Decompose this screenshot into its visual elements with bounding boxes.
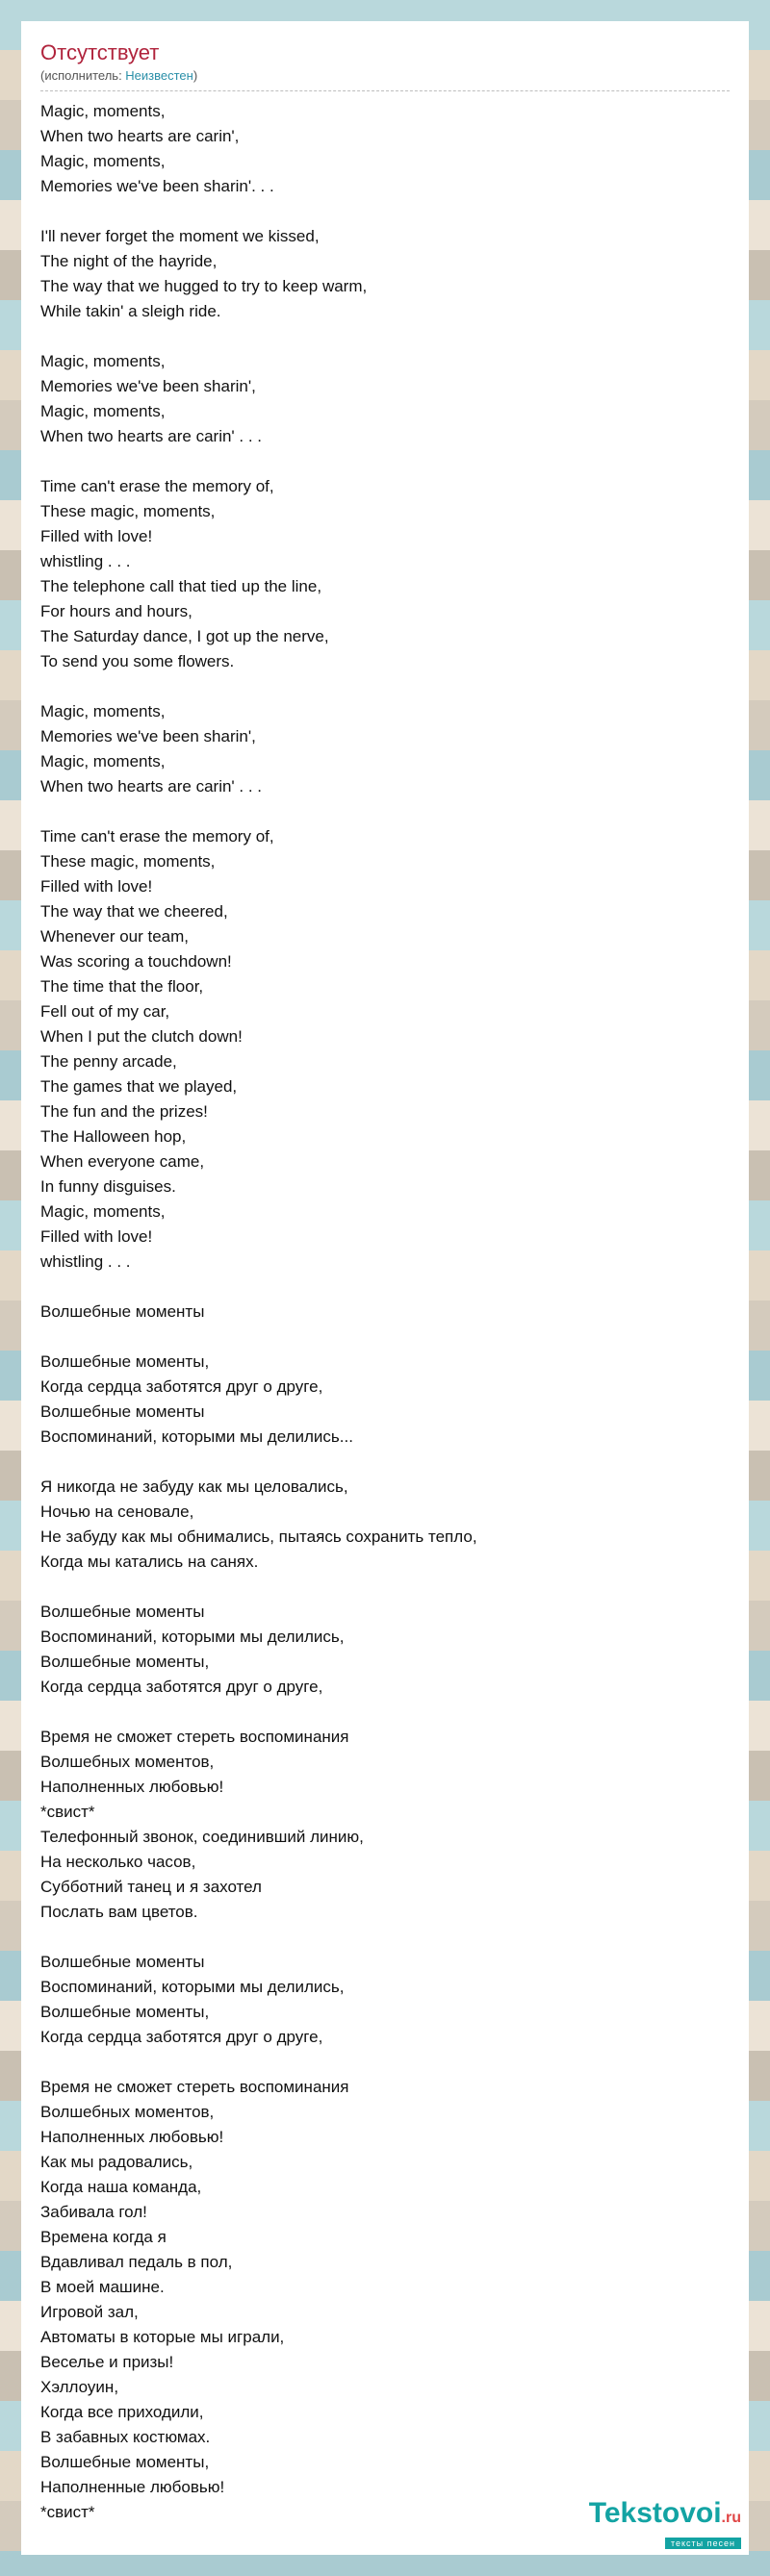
lyric-line: В моей машине. [40, 2278, 165, 2296]
lyric-line: Когда сердца заботятся друг о друге, [40, 1377, 323, 1396]
lyric-line: Filled with love! [40, 1227, 153, 1246]
lyric-line: Волшебные моменты [40, 1603, 205, 1621]
lyric-line [40, 1275, 730, 1300]
lyric-line: These magic, moments, [40, 852, 216, 871]
logo-tagline: тексты песен [665, 2538, 741, 2549]
lyric-line: Забивала гол! [40, 2203, 147, 2221]
lyric-line: Filled with love! [40, 527, 153, 545]
lyric-line: Воспоминаний, которыми мы делились, [40, 1628, 345, 1646]
lyric-line: Не забуду как мы обнимались, пытаясь сохранить тепло, [40, 1528, 477, 1546]
lyric-line [40, 449, 730, 474]
lyric-line: *свист* [40, 1803, 95, 1821]
lyric-line: Волшебные моменты, [40, 2003, 210, 2021]
lyric-line: When two hearts are carin' . . . [40, 427, 263, 445]
lyric-line: Was scoring a touchdown! [40, 952, 232, 971]
lyric-line: whistling . . . [40, 552, 131, 570]
lyric-line: Когда наша команда, [40, 2178, 202, 2196]
lyric-line: Когда мы катались на санях. [40, 1553, 259, 1571]
lyric-line: Хэллоуин, [40, 2378, 119, 2396]
lyric-line: These magic, moments, [40, 502, 216, 520]
lyrics-panel [21, 21, 749, 2555]
lyric-line: Magic, moments, [40, 402, 166, 420]
artist-line [40, 67, 730, 85]
lyric-line [40, 1575, 730, 1600]
lyric-line [40, 1325, 730, 1350]
lyric-line: While takin' a sleigh ride. [40, 302, 221, 320]
lyric-line: Время не сможет стереть воспоминания [40, 2078, 349, 2096]
lyric-line: whistling . . . [40, 1252, 131, 1271]
lyric-line: Игровой зал, [40, 2303, 139, 2321]
logo-tld: .ru [721, 2510, 741, 2526]
divider [40, 90, 730, 91]
lyric-line: When two hearts are carin', [40, 127, 240, 145]
lyric-line: Whenever our team, [40, 927, 190, 946]
song-title: Отсутствует [40, 40, 160, 64]
lyric-line: Magic, moments, [40, 152, 166, 170]
lyric-line: Волшебные моменты, [40, 2453, 210, 2471]
lyric-line: When everyone came, [40, 1152, 205, 1171]
lyric-line: The penny arcade, [40, 1052, 177, 1071]
logo-main-text: Tekstovoi [588, 2497, 722, 2529]
lyric-line: When I put the clutch down! [40, 1027, 243, 1046]
lyric-line: Memories we've been sharin', [40, 377, 256, 395]
lyric-line: Magic, moments, [40, 1202, 166, 1221]
lyric-line: Вдавливал педаль в пол, [40, 2253, 233, 2271]
lyric-line: Time can't erase the memory of, [40, 477, 274, 495]
artist-link[interactable]: Неизвестен [125, 68, 193, 83]
lyric-line: The way that we hugged to try to keep warm, [40, 277, 368, 295]
lyric-line: The time that the floor, [40, 977, 204, 996]
lyric-line [40, 324, 730, 349]
lyric-line: The Halloween hop, [40, 1127, 187, 1146]
lyrics-text [40, 99, 730, 2525]
lyric-line [40, 199, 730, 224]
lyric-line: *свист* [40, 2503, 95, 2521]
logo-wordmark [589, 2498, 741, 2534]
lyric-line: Волшебные моменты [40, 1302, 205, 1321]
lyric-line: The games that we played, [40, 1077, 238, 1096]
lyric-line: When two hearts are carin' . . . [40, 777, 263, 796]
lyric-line: Волшебные моменты, [40, 1653, 210, 1671]
lyric-line: Когда сердца заботятся друг о друге, [40, 2028, 323, 2046]
lyric-line: Послать вам цветов. [40, 1903, 198, 1921]
lyric-line: Magic, moments, [40, 702, 166, 720]
lyric-line: Ночью на сеновале, [40, 1503, 194, 1521]
lyric-line: Наполненных любовью! [40, 1778, 224, 1796]
lyric-line: Magic, moments, [40, 352, 166, 370]
lyric-line: Наполненные любовью! [40, 2478, 225, 2496]
lyric-line: Воспоминаний, которыми мы делились, [40, 1978, 345, 1996]
lyric-line: Волшебные моменты [40, 1402, 205, 1421]
artist-suffix: ) [192, 68, 198, 83]
lyric-line: Как мы радовались, [40, 2153, 193, 2171]
artist-prefix: (исполнитель: [40, 68, 126, 83]
lyric-line: In funny disguises. [40, 1177, 176, 1196]
lyric-line: Magic, moments, [40, 102, 166, 120]
lyric-line: Filled with love! [40, 877, 153, 896]
lyric-line: The way that we cheered, [40, 902, 228, 921]
lyric-line: To send you some flowers. [40, 652, 235, 670]
lyric-line [40, 1450, 730, 1475]
lyric-line: The telephone call that tied up the line, [40, 577, 322, 595]
lyric-line: For hours and hours, [40, 602, 192, 620]
lyric-line: Время не сможет стереть воспоминания [40, 1728, 349, 1746]
lyric-line: Когда сердца заботятся друг о друге, [40, 1678, 323, 1696]
lyric-line: Memories we've been sharin', [40, 727, 256, 745]
lyric-line [40, 1925, 730, 1950]
lyric-line: Времена когда я [40, 2228, 167, 2246]
site-logo[interactable] [589, 2498, 741, 2551]
lyric-line: The Saturday dance, I got up the nerve, [40, 627, 329, 645]
lyric-line: Волшебных моментов, [40, 1753, 215, 1771]
lyric-line: Волшебные моменты [40, 1953, 205, 1971]
lyric-line: В забавных костюмах. [40, 2428, 211, 2446]
lyric-line: Fell out of my car, [40, 1002, 170, 1021]
lyric-line: I'll never forget the moment we kissed, [40, 227, 320, 245]
lyric-line: Веселье и призы! [40, 2353, 174, 2371]
lyric-line: Субботний танец и я захотел [40, 1878, 262, 1896]
lyric-line: Волшебных моментов, [40, 2103, 215, 2121]
lyric-line: Воспоминаний, которыми мы делились... [40, 1427, 353, 1446]
lyric-line: Автоматы в которые мы играли, [40, 2328, 285, 2346]
lyric-line: Я никогда не забуду как мы целовались, [40, 1477, 348, 1496]
lyric-line: The night of the hayride, [40, 252, 218, 270]
lyric-line: The fun and the prizes! [40, 1102, 208, 1121]
lyric-line: Волшебные моменты, [40, 1352, 210, 1371]
lyric-line: На несколько часов, [40, 1853, 196, 1871]
lyric-line [40, 1700, 730, 1725]
lyric-line [40, 799, 730, 824]
lyric-line: Time can't erase the memory of, [40, 827, 274, 846]
lyric-line: Телефонный звонок, соединивший линию, [40, 1828, 364, 1846]
lyric-line: Когда все приходили, [40, 2403, 204, 2421]
lyric-line: Наполненных любовью! [40, 2128, 224, 2146]
lyric-line [40, 2050, 730, 2075]
lyric-line [40, 674, 730, 699]
lyric-line: Memories we've been sharin'. . . [40, 177, 274, 195]
lyric-line: Magic, moments, [40, 752, 166, 770]
